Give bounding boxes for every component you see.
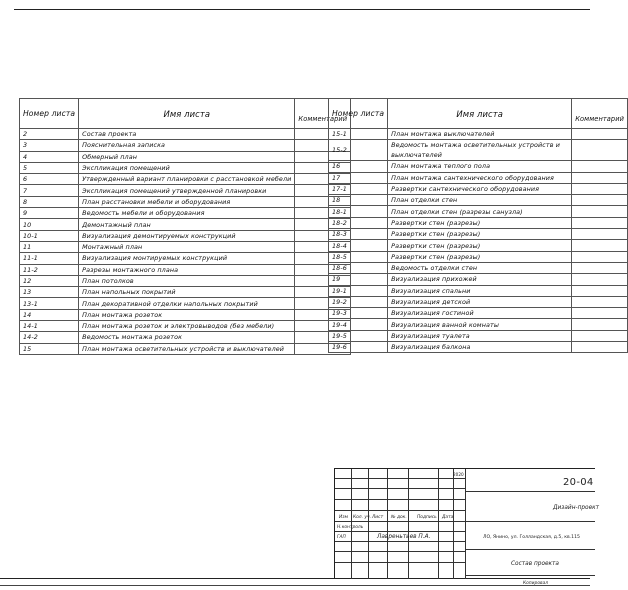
stamp-year: 2020: [453, 472, 464, 477]
sheet-list-table-left: [19, 98, 351, 355]
column-header-sheet-number: Номер листа: [329, 99, 388, 129]
sheet-list-body-right: [329, 129, 628, 353]
stamp-col-date: Дата: [442, 515, 454, 520]
table-row: [329, 229, 628, 240]
sheet-number-cell: 19-2: [329, 296, 388, 307]
comment-cell: [572, 161, 628, 172]
table-row: [20, 241, 351, 252]
sheet-number-cell: 18-3: [329, 229, 388, 240]
sheet-name-cell: Развертки стен (разрезы): [388, 251, 572, 262]
sheet-number-cell: 17: [329, 172, 388, 183]
sheet-name-cell: Экспликация помещений: [79, 162, 295, 173]
sheet-name-cell: План напольных покрытий: [79, 287, 295, 298]
table-row: [20, 287, 351, 298]
sheet-number-cell: 19-6: [329, 342, 388, 353]
comment-cell: [572, 285, 628, 296]
sheet-name-cell: Ведомость отделки стен: [388, 262, 572, 273]
sheet-list-body-left: [20, 129, 351, 355]
stamp-copied-label: Копировал: [523, 581, 549, 586]
sheet-name-cell: Развертки стен (разрезы): [388, 229, 572, 240]
sheet-number-cell: 3: [20, 140, 79, 151]
table-row: [329, 308, 628, 319]
table-row: [329, 161, 628, 172]
stamp-col-sign: Подпись: [417, 515, 437, 520]
table-row: [329, 342, 628, 353]
sheet-name-cell: План отделки стен: [388, 195, 572, 206]
column-header-comment: Комментарий: [295, 99, 351, 129]
table-row: [20, 129, 351, 140]
stamp-col-list: Лист: [372, 515, 384, 520]
table-row: [329, 206, 628, 217]
comment-cell: [572, 195, 628, 206]
stamp-col-kol: Кол. уч.: [353, 515, 371, 520]
stamp-project-type: Дизайн-проект: [553, 505, 600, 511]
table-row: [329, 262, 628, 273]
table-row: [20, 219, 351, 230]
sheet-name-cell: Ведомость монтажа осветительных устройств и выключателей: [388, 140, 572, 161]
sheet-number-cell: 17-1: [329, 183, 388, 194]
table-row: [329, 140, 628, 161]
sheet-name-cell: Визуализация гостиной: [388, 308, 572, 319]
table-row: [20, 162, 351, 173]
comment-cell: [572, 217, 628, 228]
table-row: [20, 321, 351, 332]
table-row: [20, 253, 351, 264]
column-header-sheet-name: Имя листа: [388, 99, 572, 129]
sheet-number-cell: 14: [20, 309, 79, 320]
table-row: [20, 343, 351, 354]
comment-cell: [572, 262, 628, 273]
stamp-address: ЛО, Янино, ул. Голландская, д.5, кв.115: [483, 535, 580, 540]
sheet-number-cell: 18-5: [329, 251, 388, 262]
sheet-name-cell: Визуализация демонтируемых конструкций: [79, 230, 295, 241]
table-row: [20, 174, 351, 185]
sheet-name-cell: Экспликация помещений утвержденной планировки: [79, 185, 295, 196]
column-header-sheet-number: Номер листа: [20, 99, 79, 129]
table-row: [20, 230, 351, 241]
sheet-number-cell: 15-2: [329, 140, 388, 161]
sheet-name-cell: Визуализация балкона: [388, 342, 572, 353]
sheet-number-cell: 19-4: [329, 319, 388, 330]
sheet-number-cell: 19-3: [329, 308, 388, 319]
sheet-number-cell: 9: [20, 208, 79, 219]
table-row: [329, 285, 628, 296]
comment-cell: [572, 240, 628, 251]
sheet-name-cell: Развертки сантехнического оборудования: [388, 183, 572, 194]
sheet-name-cell: Визуализация детской: [388, 296, 572, 307]
sheet-number-cell: 11-1: [20, 253, 79, 264]
sheet-number-cell: 15-1: [329, 129, 388, 140]
comment-cell: [572, 129, 628, 140]
sheet-number-cell: 4: [20, 151, 79, 162]
table-row: [329, 195, 628, 206]
sheet-name-cell: Визуализация ванной комнаты: [388, 319, 572, 330]
table-header-row: [20, 99, 351, 129]
table-row: [20, 332, 351, 343]
comment-cell: [572, 251, 628, 262]
sheet-name-cell: Развертки стен (разрезы): [388, 240, 572, 251]
sheet-number-cell: 18-6: [329, 262, 388, 273]
sheet-name-cell: План монтажа сантехнического оборудования: [388, 172, 572, 183]
stamp-designer-name: Лавреньтьев П.А.: [377, 534, 431, 540]
stamp-sheet-title: Состав проекта: [511, 561, 559, 567]
sheet-number-cell: 18-4: [329, 240, 388, 251]
sheet-name-cell: План монтажа выключателей: [388, 129, 572, 140]
table-header-row: [329, 99, 628, 129]
sheet-name-cell: План монтажа розеток: [79, 309, 295, 320]
sheet-number-cell: 7: [20, 185, 79, 196]
table-row: [329, 217, 628, 228]
comment-cell: [572, 172, 628, 183]
comment-cell: [572, 140, 628, 161]
sheet-name-cell: Монтажный план: [79, 241, 295, 252]
comment-cell: [572, 183, 628, 194]
table-row: [329, 183, 628, 194]
sheet-name-cell: Визуализация прихожей: [388, 274, 572, 285]
table-row: [20, 151, 351, 162]
sheet-name-cell: Разрезы монтажного плана: [79, 264, 295, 275]
sheet-name-cell: Утвержденный вариант планировки с расстановкой мебели: [79, 174, 295, 185]
sheet-name-cell: План монтажа осветительных устройств и выключателей: [79, 343, 295, 354]
table-row: [20, 185, 351, 196]
comment-cell: [572, 206, 628, 217]
table-row: [329, 240, 628, 251]
sheet-name-cell: Ведомость монтажа розеток: [79, 332, 295, 343]
table-row: [329, 251, 628, 262]
sheet-number-cell: 19: [329, 274, 388, 285]
table-row: [20, 275, 351, 286]
sheet-name-cell: План расстановки мебели и оборудования: [79, 196, 295, 207]
sheet-name-cell: Ведомость мебели и оборудования: [79, 208, 295, 219]
table-row: [329, 330, 628, 341]
sheet-list-table-right: [328, 98, 628, 353]
sheet-number-cell: 19-1: [329, 285, 388, 296]
sheet-number-cell: 18-2: [329, 217, 388, 228]
table-row: [20, 196, 351, 207]
table-row: [329, 274, 628, 285]
sheet-name-cell: Состав проекта: [79, 129, 295, 140]
sheet-number-cell: 11-2: [20, 264, 79, 275]
table-row: [20, 309, 351, 320]
sheet-number-cell: 14-2: [20, 332, 79, 343]
comment-cell: [572, 342, 628, 353]
stamp-designer-role: ГАП: [337, 535, 346, 540]
sheet-number-cell: 10-1: [20, 230, 79, 241]
table-row: [329, 172, 628, 183]
table-row: [20, 140, 351, 151]
stamp-control-label: Н.контроль: [337, 525, 364, 530]
sheet-number-cell: 14-1: [20, 321, 79, 332]
table-row: [20, 208, 351, 219]
sheet-number-cell: 6: [20, 174, 79, 185]
sheet-name-cell: План потолков: [79, 275, 295, 286]
title-block-stamp: [334, 468, 600, 586]
stamp-col-doc: № док.: [391, 515, 407, 520]
sheet-name-cell: План отделки стен (разрезы санузла): [388, 206, 572, 217]
sheet-name-cell: Демонтажный план: [79, 219, 295, 230]
sheet-number-cell: 13: [20, 287, 79, 298]
drawing-frame-edge-line: [0, 585, 590, 586]
comment-cell: [572, 330, 628, 341]
stamp-col-izm: Изм: [339, 515, 348, 520]
table-row: [329, 129, 628, 140]
sheet-number-cell: 5: [20, 162, 79, 173]
sheet-number-cell: 2: [20, 129, 79, 140]
sheet-name-cell: План декоративной отделки напольных покрытий: [79, 298, 295, 309]
sheet-number-cell: 10: [20, 219, 79, 230]
sheet-number-cell: 11: [20, 241, 79, 252]
sheet-name-cell: Пояснительная записка: [79, 140, 295, 151]
sheet-name-cell: План монтажа розеток и электровыводов (без мебели): [79, 321, 295, 332]
sheet-name-cell: Обмерный план: [79, 151, 295, 162]
comment-cell: [572, 274, 628, 285]
sheet-number-cell: 16: [329, 161, 388, 172]
sheet-number-cell: 12: [20, 275, 79, 286]
drawing-frame-top-border: [14, 9, 590, 10]
stamp-project-code: 20-04: [563, 477, 594, 488]
comment-cell: [572, 319, 628, 330]
sheet-number-cell: 19-5: [329, 330, 388, 341]
sheet-name-cell: Визуализация туалета: [388, 330, 572, 341]
table-row: [329, 319, 628, 330]
sheet-name-cell: Визуализация монтируемых конструкций: [79, 253, 295, 264]
column-header-comment: Комментарий: [572, 99, 628, 129]
sheet-number-cell: 8: [20, 196, 79, 207]
sheet-number-cell: 18-1: [329, 206, 388, 217]
table-row: [20, 264, 351, 275]
comment-cell: [572, 229, 628, 240]
sheet-name-cell: Развертки стен (разрезы): [388, 217, 572, 228]
comment-cell: [572, 296, 628, 307]
table-row: [329, 296, 628, 307]
sheet-name-cell: План монтажа теплого пола: [388, 161, 572, 172]
sheet-number-cell: 15: [20, 343, 79, 354]
column-header-sheet-name: Имя листа: [79, 99, 295, 129]
sheet-name-cell: Визуализация спальни: [388, 285, 572, 296]
comment-cell: [572, 308, 628, 319]
table-row: [20, 298, 351, 309]
sheet-number-cell: 18: [329, 195, 388, 206]
sheet-number-cell: 13-1: [20, 298, 79, 309]
